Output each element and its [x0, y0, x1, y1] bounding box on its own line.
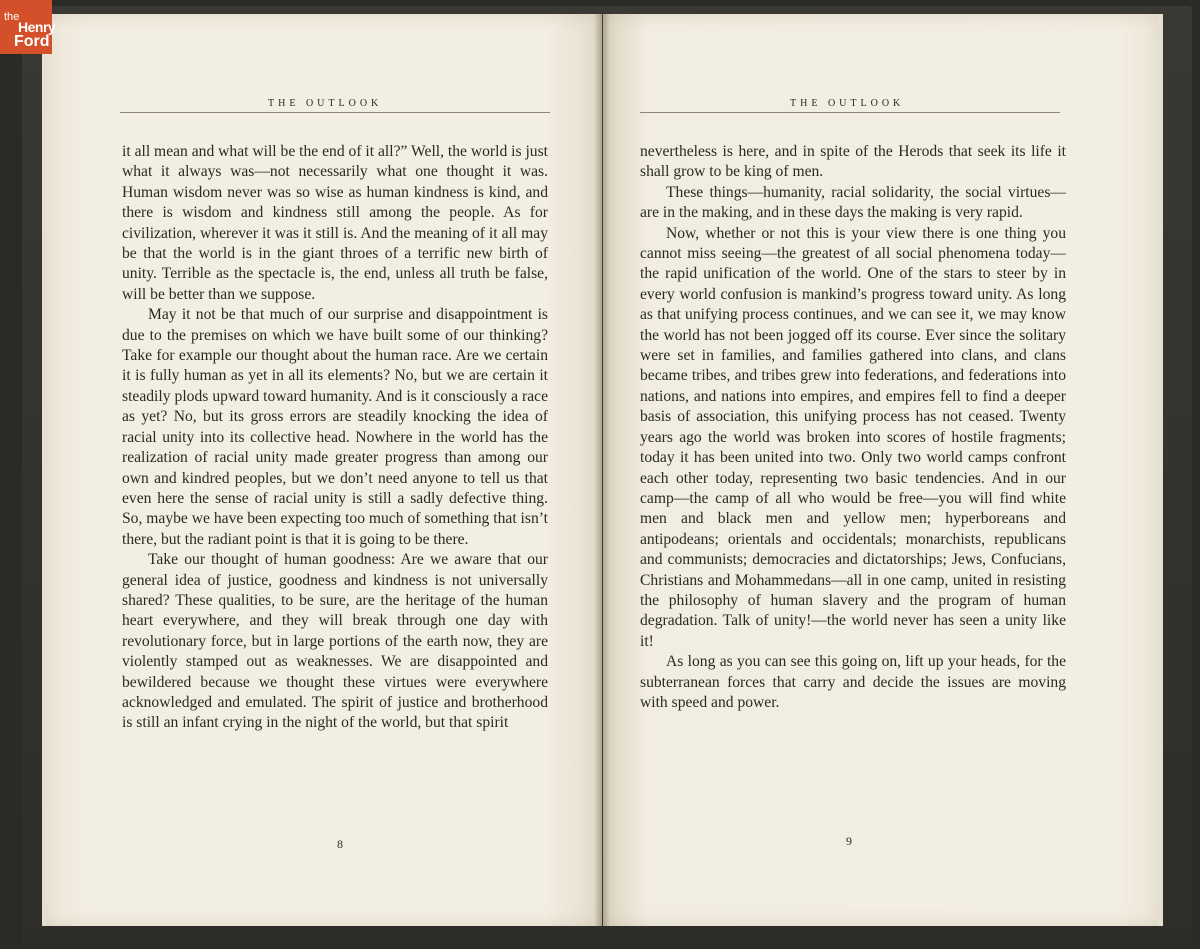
left-paragraph-3: Take our thought of human goodness: Are we aware that our general idea of justice, goodness and kindness is not universally shared? These qualities, to be sure, are the heritage of the human heart everywhere, and they will break through one day with revolutionary force, but in large portions of the earth now, they are violently stamped out as weaknesses. We are disappointed and bewildered because we thought these virtues were everywhere acknowledged and emulated. The spirit of justice and brotherhood is still an infant crying in the night of the world, but that spirit: [122, 551, 548, 732]
logo-henry: Henry: [18, 19, 56, 35]
logo-the: the: [4, 11, 20, 23]
right-paragraph-4: As long as you can see this going on, lift up your heads, for the subterranean forces that carry and decide the issues are moving with speed and power.: [640, 653, 1066, 711]
right-paragraph-1: nevertheless is here, and in spite of the Herods that seek its life it shall grow to be king of men.: [640, 143, 1066, 181]
logo-ford: Ford: [14, 33, 50, 50]
left-head-rule: [120, 112, 550, 113]
right-head-rule: [640, 112, 1060, 113]
right-paragraph-2: These things—humanity, racial solidarity, the social virtues—are in the making, and in these days the making is very rapid.: [640, 183, 1066, 222]
right-paragraph-3: Now, whether or not this is your view there is one thing you cannot miss seeing—the greatest of all social phenomena today—the rapid unification of the world. One of the stars to steer by in every world confusion is mankind’s progress toward unity. As long as that unifying process continues, and we can see it, we may know the world has not been jogged off its course. Ever since the solitary were set in families, and families gathered into clans, and clans became tribes, and tribes grew into federations, and federations into nations, and nations into empires, and empires fell to find a deeper basis of association, this unifying process has not ceased. Twenty years ago the world was broken into scores of hostile fragments; today it has been united into two. Only two world camps confront each other today, representing two basic tendencies. And in our camp—the camp of all who would be free—you will find white men and black men and yellow men; hyperboreans and antipodeans; orientals and occidentals; monarchists, republicans and communists; democracies and dictatorships; Jews, Confucians, Christians and Mohammedans—all in one camp, united in resisting the philosophy of human slavery and the program of human degradation. Talk of unity!—the world never has seen a unity like it!: [640, 224, 1066, 650]
henry-ford-logo: [0, 0, 56, 54]
left-page-number: 8: [337, 837, 343, 851]
right-running-head: THE OUTLOOK: [790, 98, 905, 109]
left-page-body: [122, 142, 548, 734]
book-gutter: [594, 14, 610, 926]
right-page-body: [640, 142, 1066, 713]
right-page-number: 9: [846, 834, 852, 848]
left-running-head: THE OUTLOOK: [268, 98, 383, 109]
left-paragraph-1: it all mean and what will be the end of it all?” Well, the world is just what it always was—not necessarily what one thought it was. Human wisdom never was so wise as human kindness is kind, and there is wisdom and kindness still among the people. As for civilization, wherever it was it still is. And the meaning of it all may be that the world is in the giant throes of a terrific new birth of unity. Terrible as the spectacle is, the end, unless all truth be false, will be better than we suppose.: [122, 143, 548, 303]
left-paragraph-2: May it not be that much of our surprise and disappointment is due to the premises on which we have built some of our thinking? Take for example our thought about the human race. Are we certain it is fully human as yet in all its elements? No, but we are certain it steadily plods upward toward humanity. And is it consciously a race as yet? No, but its gross errors are steadily knocking the idea of racial unity into its collective head. Nowhere in the world has the realization of racial unity made greater progress than among our own and kindred peoples, but we don’t need anyone to tell us that even here the sense of racial unity is still a sadly defective thing. So, maybe we have been expecting too much of something that isn’t there, but the radiant point is that it is going to be there.: [122, 306, 548, 548]
